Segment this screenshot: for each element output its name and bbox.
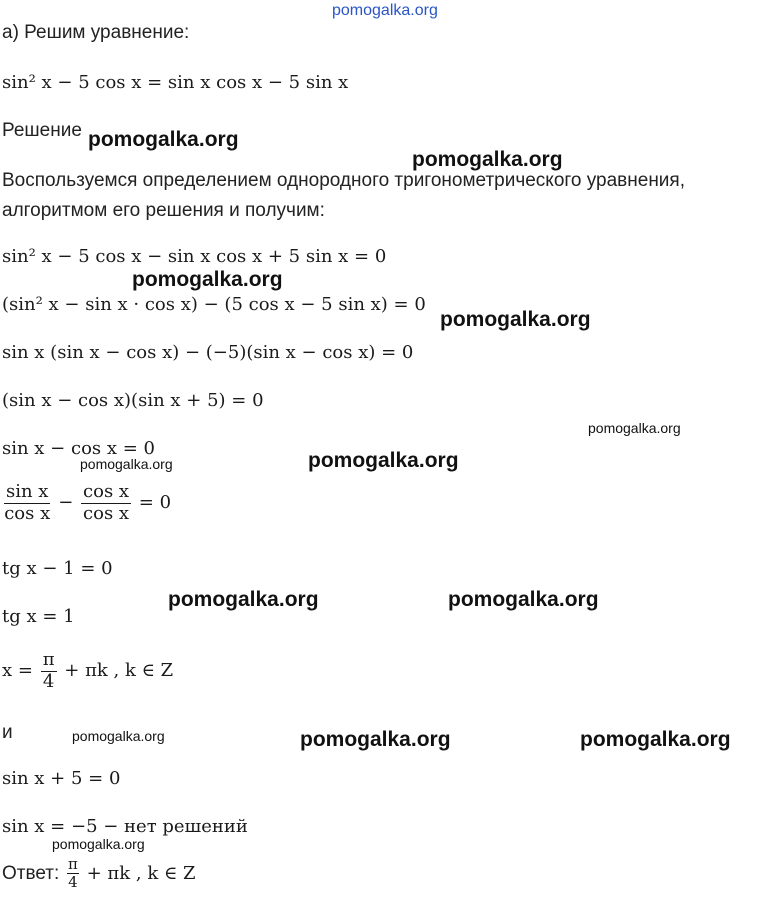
watermark: pomogalka.org <box>132 268 283 291</box>
fraction <box>4 482 50 524</box>
watermark: pomogalka.org <box>308 449 459 472</box>
answer-rhs: + πk , k ∈ Z <box>86 862 196 884</box>
lhs: x = <box>2 660 33 682</box>
watermark-small: pomogalka.org <box>80 456 173 472</box>
rhs: + πk , k ∈ Z <box>64 660 174 682</box>
step-10: sin x + 5 = 0 <box>2 768 121 789</box>
fraction <box>67 856 79 892</box>
watermark: pomogalka.org <box>300 728 451 751</box>
watermark: pomogalka.org <box>168 588 319 611</box>
numerator: π <box>42 649 55 670</box>
watermark: pomogalka.org <box>580 728 731 751</box>
denominator: 4 <box>68 873 78 892</box>
intro-line-1: Воспользуемся определением однородного тригонометрического уравнения, <box>2 170 685 191</box>
step-3: sin x (sin x − cos x) − (−5)(sin x − cos x) = 0 <box>2 342 414 363</box>
fraction <box>81 482 131 524</box>
denominator: 4 <box>42 670 55 692</box>
watermark: pomogalka.org <box>412 148 563 171</box>
denominator: cos x <box>4 502 51 524</box>
equals-zero: = 0 <box>138 492 172 514</box>
and-word: и <box>2 722 13 743</box>
step-7: tg x − 1 = 0 <box>2 558 113 579</box>
step-5: sin x − cos x = 0 <box>2 438 155 459</box>
answer-label: Ответ: <box>2 862 60 884</box>
step-9 <box>2 650 173 692</box>
numerator: cos x <box>83 481 130 502</box>
step-2: (sin² x − sin x · cos x) − (5 cos x − 5 sin x) = 0 <box>2 294 426 315</box>
step-6 <box>2 482 171 524</box>
watermark-top: pomogalka.org <box>332 2 438 19</box>
part-a-heading: а) Решим уравнение: <box>2 22 190 43</box>
fraction <box>41 650 57 692</box>
minus-sign: − <box>58 492 74 514</box>
numerator: sin x <box>6 481 49 502</box>
watermark: pomogalka.org <box>88 128 239 151</box>
denominator: cos x <box>83 502 130 524</box>
step-8: tg x = 1 <box>2 606 75 627</box>
step-11: sin x = −5 − нет решений <box>2 816 248 837</box>
watermark-small: pomogalka.org <box>72 728 165 744</box>
numerator: π <box>68 855 78 873</box>
step-1: sin² x − 5 cos x − sin x cos x + 5 sin x = 0 <box>2 246 387 267</box>
watermark-small: pomogalka.org <box>52 836 145 852</box>
solution-heading: Решение <box>2 120 82 141</box>
watermark: pomogalka.org <box>440 308 591 331</box>
watermark-small: pomogalka.org <box>588 420 681 436</box>
watermark: pomogalka.org <box>448 588 599 611</box>
intro-line-2: алгоритмом его решения и получим: <box>2 200 325 221</box>
equation: sin² x − 5 cos x = sin x cos x − 5 sin x <box>2 72 349 93</box>
step-4: (sin x − cos x)(sin x + 5) = 0 <box>2 390 264 411</box>
answer <box>2 856 196 892</box>
